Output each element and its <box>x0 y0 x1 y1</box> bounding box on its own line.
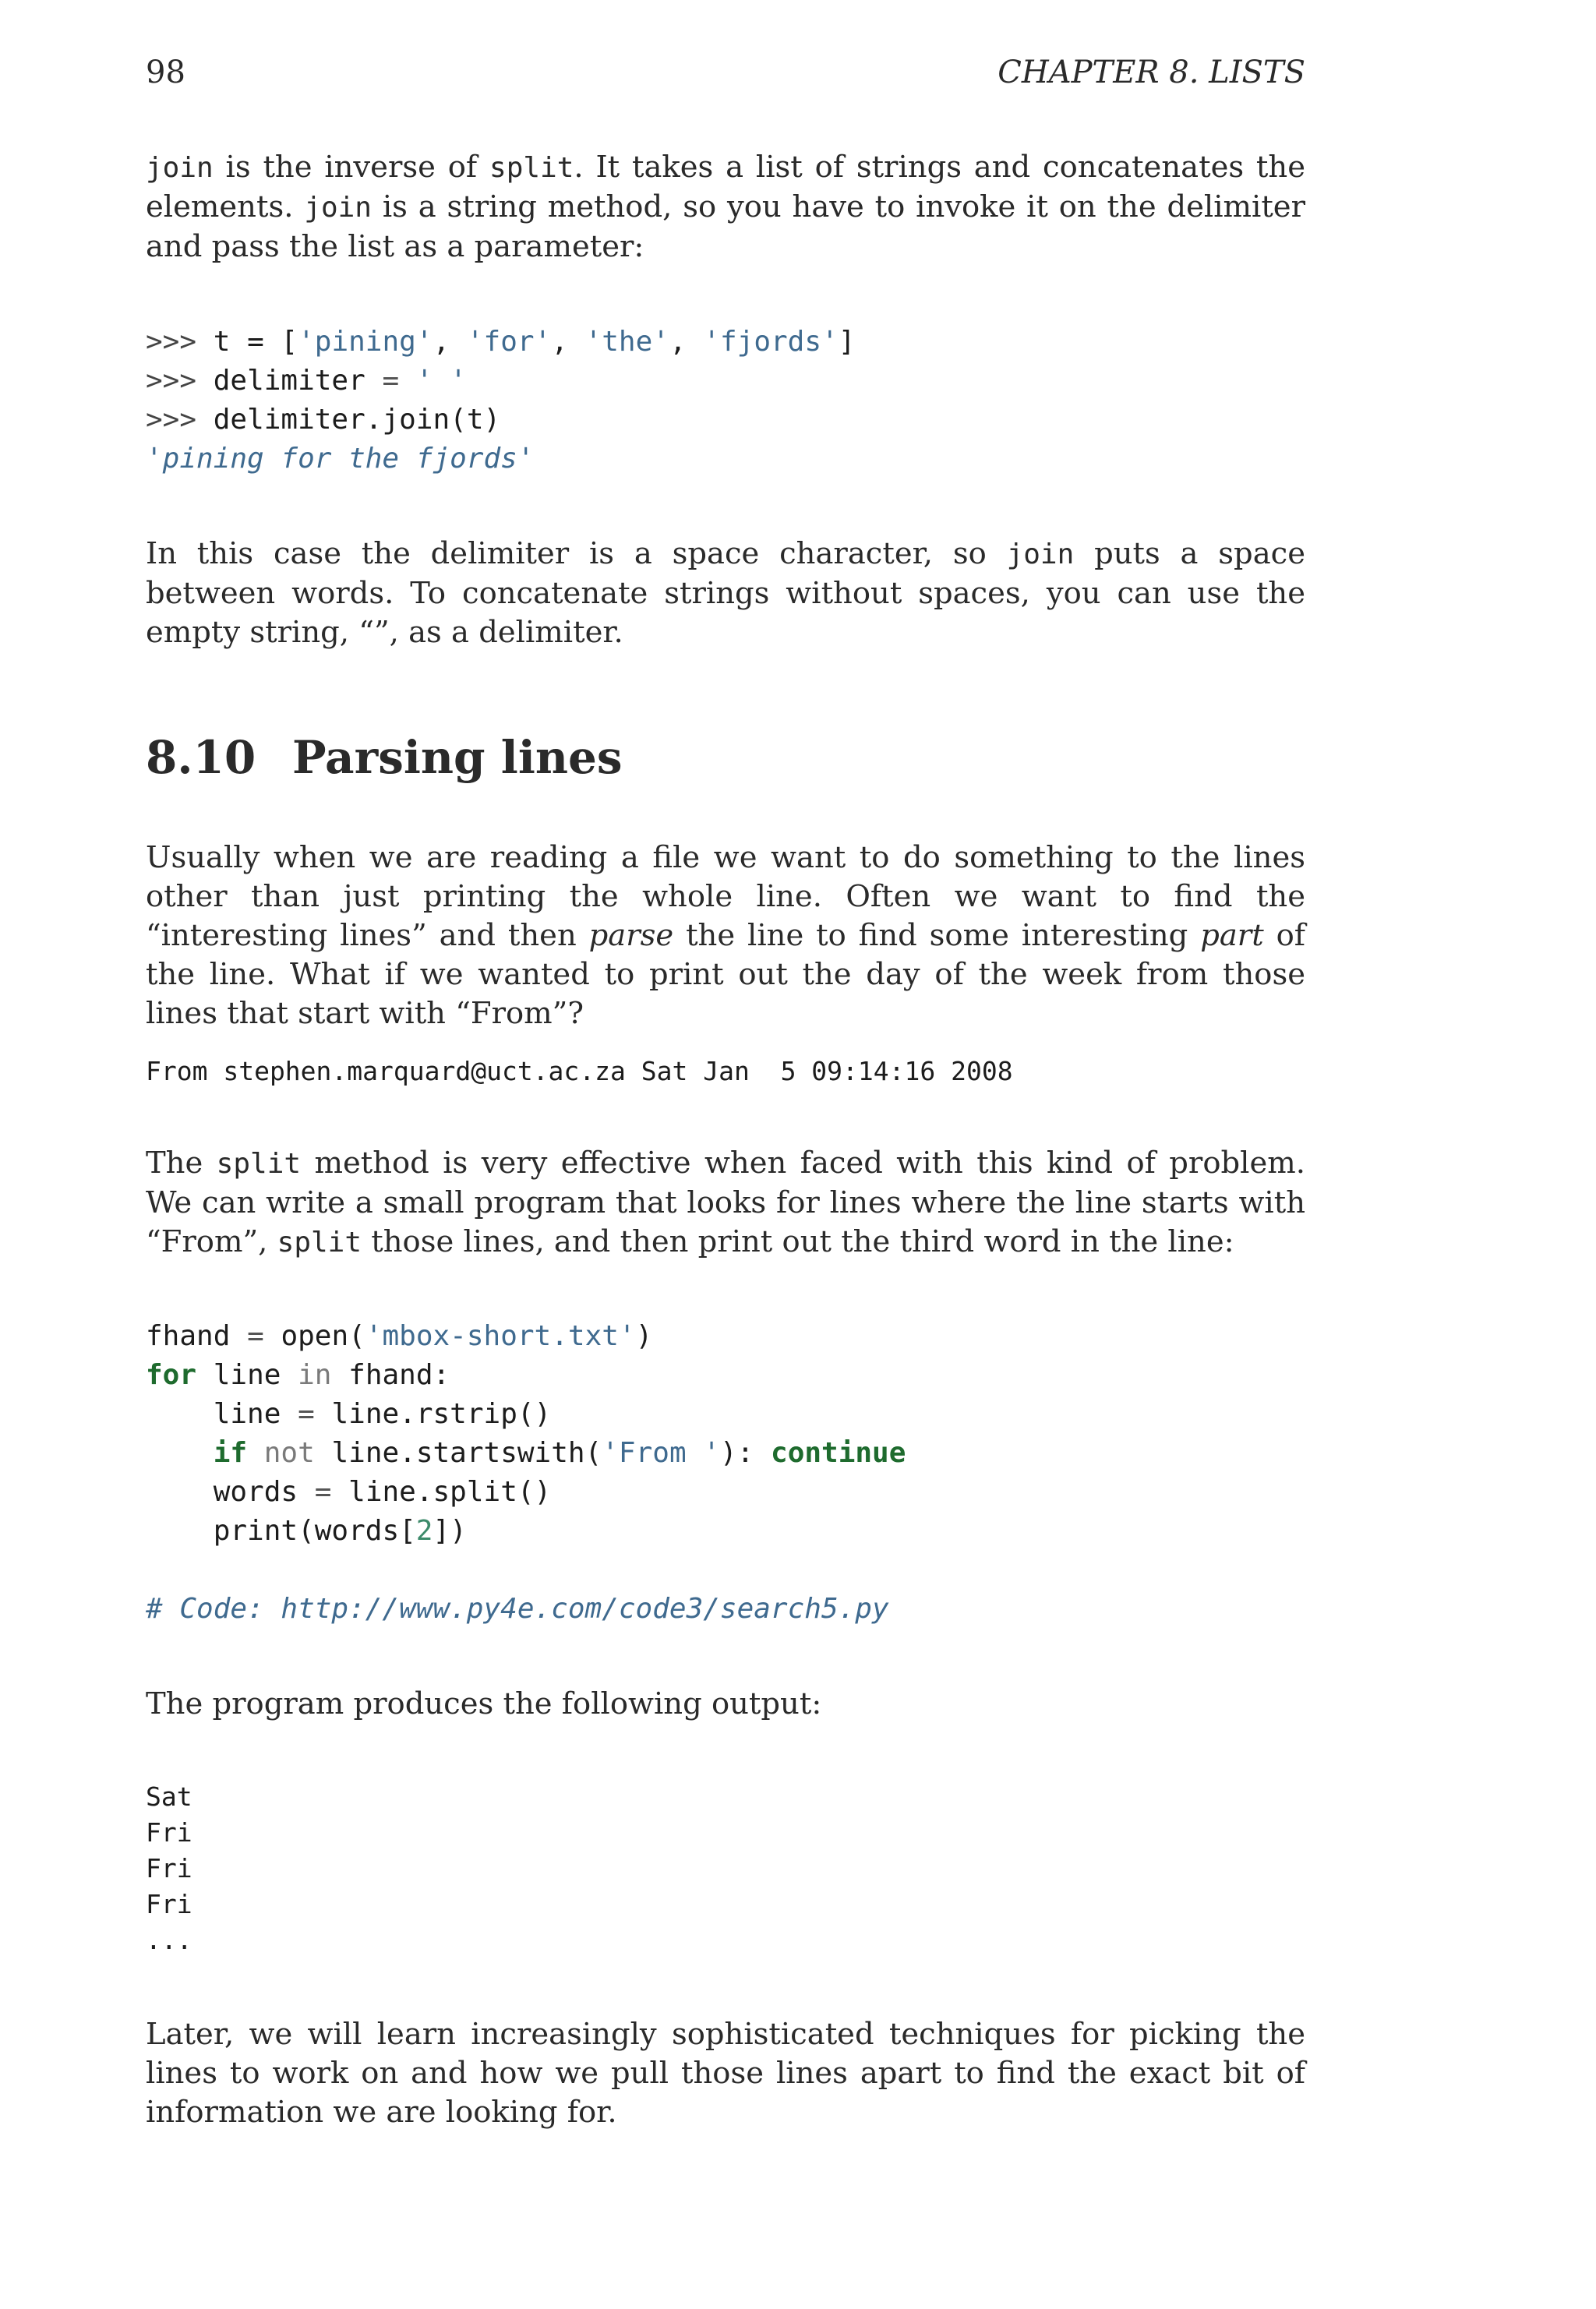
running-header <box>146 55 1305 101</box>
code-block-join: >>> t = ['pining', 'for', 'the', 'fjords'] >>> delimiter = ' ' >>> delimiter.join(t) 'pining for the fjords' <box>146 326 856 475</box>
program-output <box>146 1779 192 1958</box>
section-title: Parsing lines <box>292 731 623 784</box>
paragraph-split-method: The split method is very effective when faced with this kind of problem. We can write a small program that looks for lines where the line starts with “From”, split those lines, and then print out the third word in the line: <box>146 1146 1305 1259</box>
output-line: Fri <box>146 1817 192 1848</box>
page-number: 98 <box>146 55 185 90</box>
output-line: ... <box>146 1925 192 1955</box>
paragraph-parsing-intro: Usually when we are reading a file we want to do something to the lines other than just printing the whole line. Often we want to find the “interesting lines” and then parse the line to find some interesting part of the line. What if we wanted to print out the day of the week from those lines that start with “From”? <box>146 840 1306 1031</box>
inline-code: split <box>489 152 574 184</box>
inline-code: split <box>216 1148 302 1180</box>
code-block-search5: fhand = open('mbox-short.txt') for line in fhand: line = line.rstrip() if not line.startswith('From '): continue words = line.split() print(words[2]) # Code: http://www.py4e.com/code3/search5.py <box>146 1320 906 1625</box>
inline-code: join <box>1006 538 1075 570</box>
section-heading <box>146 731 623 784</box>
from-line-example: From stephen.marquard@uct.ac.za Sat Jan 5 09:14:16 2008 <box>146 1056 1013 1086</box>
paragraph-delimiter: In this case the delimiter is a space character, so join puts a space between words. To concatenate strings without spaces, you can use the empty string, “”, as a delimiter. <box>146 536 1305 650</box>
inline-code: split <box>277 1227 362 1259</box>
paragraph-later: Later, we will learn increasingly sophisticated techniques for picking the lines to work on and how we pull those lines apart to find the exact bit of information we are looking for. <box>146 2017 1305 2130</box>
output-line: Fri <box>146 1889 192 1919</box>
inline-code: join <box>304 192 372 224</box>
output-line: Sat <box>146 1781 192 1812</box>
section-number: 8.10 <box>146 731 256 784</box>
code-output: 'pining for the fjords' <box>146 443 535 475</box>
paragraph-output-intro: The program produces the following output: <box>146 1686 822 1721</box>
code-comment: # Code: http://www.py4e.com/code3/search5.py <box>146 1593 889 1625</box>
paragraph-join-intro: join is the inverse of split. It takes a list of strings and concatenates the elements. join is a string method, so you have to invoke it on the delimiter and pass the list as a parameter: <box>146 150 1305 264</box>
output-line: Fri <box>146 1853 192 1884</box>
inline-code: join <box>146 152 214 184</box>
chapter-title: CHAPTER 8. LISTS <box>998 55 1305 90</box>
